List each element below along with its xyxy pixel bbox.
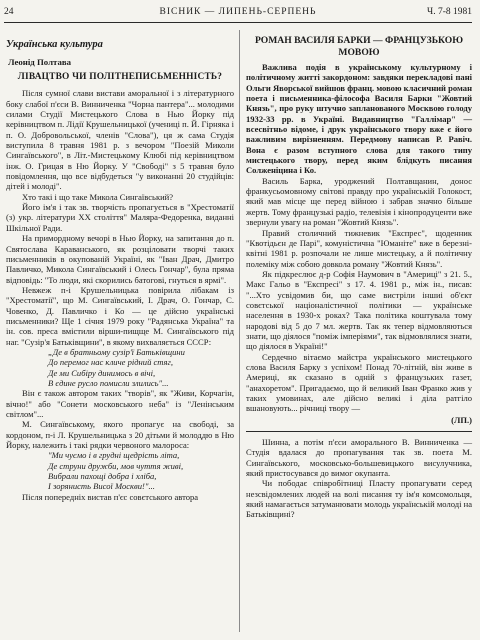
poem-line: Де струни дружби, мов чуття живі, <box>48 460 184 471</box>
column-divider <box>239 30 240 632</box>
paragraph: Хто такі і що таке Микола Сингаївський? <box>22 191 174 202</box>
running-header <box>4 6 472 23</box>
paragraph: Невжеж п-і Крушельницька повірила лібакам із "Хрестоматії", що М. Сингаївський, І. Драч, О. Гончар, С. Човенко, Д. Павличко і Ко — це дійсно українські письменники? Ще 1 січня 1979 року "Радянська Україна" та ін. сов. преса вмістили вірши-пищще М. Сингаївського під наг. "Сузір'я Батьківщини", в якому вихваляється СССР: <box>6 284 234 347</box>
issue-number: Ч. 7-8 1981 <box>427 7 472 17</box>
paragraph: Його ім'я і так зв. творчість пропагується в "Хрестоматії (з) укр. літератури XX століття" Маляра-Федоренка, виданні Шкільної Ради. <box>6 202 234 233</box>
poem-quote <box>48 347 234 388</box>
poem-line: Вибрали пахощі добра і хліба, <box>48 471 157 482</box>
poem-line: До перемог нас кличе рідний стяг, <box>48 357 173 368</box>
right-column <box>246 30 472 520</box>
article-title: ЛІВАЦТВО ЧИ ПОЛІТНЕПИСЬМЕННІСТЬ? <box>17 72 223 83</box>
section-title: Українська культура <box>6 39 103 50</box>
title-line: РОМАН ВАСИЛЯ БАРКИ — ФРАНЦУЗЬКОЮ <box>254 35 464 46</box>
article-author: Леонід Полтава <box>8 57 71 67</box>
poem-quote <box>48 450 234 491</box>
paragraph: Чи пободає співробітниці Пласту пропагувати серед незсвідомлених людей на волі писання ту ім'я комсомольця, який намагається затуманювати молодь українській молоді на Батьківщині? <box>246 478 472 520</box>
paragraph: Після сумної слави вистави аморальної і з літературного боку слабої п'єси В. Винниченка "Чорна пантера"... молодими силами Студії Мистецького Слова в Нью Йорку під керівництвом п. Лідії Крушельницької (учениці п. Й. Гірняка і п. О. Добровольської, членів "Слова"), ця ж сама Студія виступила 8 травня 1981 р. з вечором "Поезій Миколи Сингаївського", в Літ.-Мистецькому Клюбі під керівництвом інж. О. Грицая в Ню Йорку. У "Свободі" з 5 травня було повідомлення, що все відбудеться "у виконанні 20 студійців: дітей і молоді". <box>6 88 234 192</box>
paragraph: М. Сингаївському, якого пропагує на свободі, за кордоном, п-і Л. Крушельницька з 20 дітьми й молоддю в Ню Йорку, належить і такі рядки червоного малороса: <box>6 419 234 451</box>
poem-line: В єдине русло помисли злились"... <box>48 377 169 388</box>
left-column <box>6 30 234 502</box>
poem-line: Де ми Сибіру динимось в вічі, <box>48 367 156 378</box>
article-title <box>246 35 472 58</box>
paragraph: Як підкреслює д-р Софія Наумович в "Америці" з 21. 5., Макс Гальо в "Експресі" з 17. 4. 1981 р., між ін., писав: "...Хто усвідомив би, що саме вистріли іншиі об'єкт совєтської націоналістичної політики — українське населення в 1930-х роках? Така політика коштувала тому народові від 5 до 7 мл. жертв. Так як тепер відмовляються знати, що діялося "поміж імперіями", так відмовлялися знати, що діялося в Україні!" <box>246 268 472 352</box>
paragraph: Правий столичний тижневик "Експрес", щоденник "Квотідьєн де Парі", комуністична "Юманіте" вже в березні-квітні 1981 р. розпочали не лише мистецьку, а й політичну полеміку між собою довкола роману "Жовтий Князь". <box>246 227 472 269</box>
poem-line: „Де в братньому сузір'ї Батьківщини <box>48 346 185 357</box>
paragraph: Сердечно вітаємо майстра українського мистецького слова Василя Барку з успіхом! Понад 70-літній, він живе в Америці, як сказано в одній з французьких газет, "анахоретом". Пригадаємо, що й великий Іван Франко жив у таких умовинах, але дійсно великі і діла ратгіло вшановують... річниці твору — <box>246 351 472 414</box>
paragraph: Він є також автором таких "творів", як "Живи, Корчагін, вічно!" або "Сонети московського неба" із "Ленінським світлом"... <box>6 388 234 419</box>
divider-rule <box>246 431 472 432</box>
poem-line: І зорянисть Висої Москви!"... <box>48 481 155 492</box>
title-line: МОВОЮ <box>338 46 380 58</box>
page-number: 24 <box>4 7 14 17</box>
paragraph: На примордному вечорі в Нью Йорку, на запитання до п. Святослава Караванського, як розціловати творчі таких письменників в окупованій Україні, як "Іван Драч, Дмитро Павличко, Микола Сингаївський і Олесь Гончар", була пряма відповідь: "То люди, які скорились батогові, гнуться в ярмі". <box>6 233 234 285</box>
paragraph: Шинна, а потім п'єси аморального В. Винниченка — Студія вдалася до пропагування так зв. поета М. Сингаївського, московсько-большевицького висулучника, який пристосувався до вимог окупанта. <box>246 437 472 479</box>
lead-paragraph: Важлива подія в українському культурному і політичному житті закордоном: завдяки перекладові пані Ольги Яворської вийшов франц. мовою класичний роман поета і письменника-філософа Василя Барки "Жовтий Князь", про руку штучно запланованого Москвою голоду 1932-33 рр. в Україні. Видавництво "Галлімар" — всесвітньо відоме, і друк українського твору вже є його важливим вирізненням. Передмову написав Р. Равіч. Вона є разом вступного слова для такого типу мистецького твору, перед яким блідкуть писання Солженіцина і Ко. <box>246 62 472 176</box>
paragraph: Після попередніх вистав п'єс совєтського автора <box>22 491 199 502</box>
signature: (ЛП.) <box>451 414 472 425</box>
poem-line: "Ми чуємо і в грудні щедрість літа, <box>48 450 180 461</box>
paragraph: Василь Барка, уроджений Полтавщанин, донос франкусьомовному світові правду про українській Голокост, який мав місце ще перед війною і забрав значно більше жертв. Тому французькі радіо, телевізія і кінопродуценти вже звернули увагу на роман "Жовтий Князь". <box>246 175 472 228</box>
journal-title: ВІСНИК — ЛИПЕНЬ-СЕРПЕНЬ <box>159 7 317 17</box>
